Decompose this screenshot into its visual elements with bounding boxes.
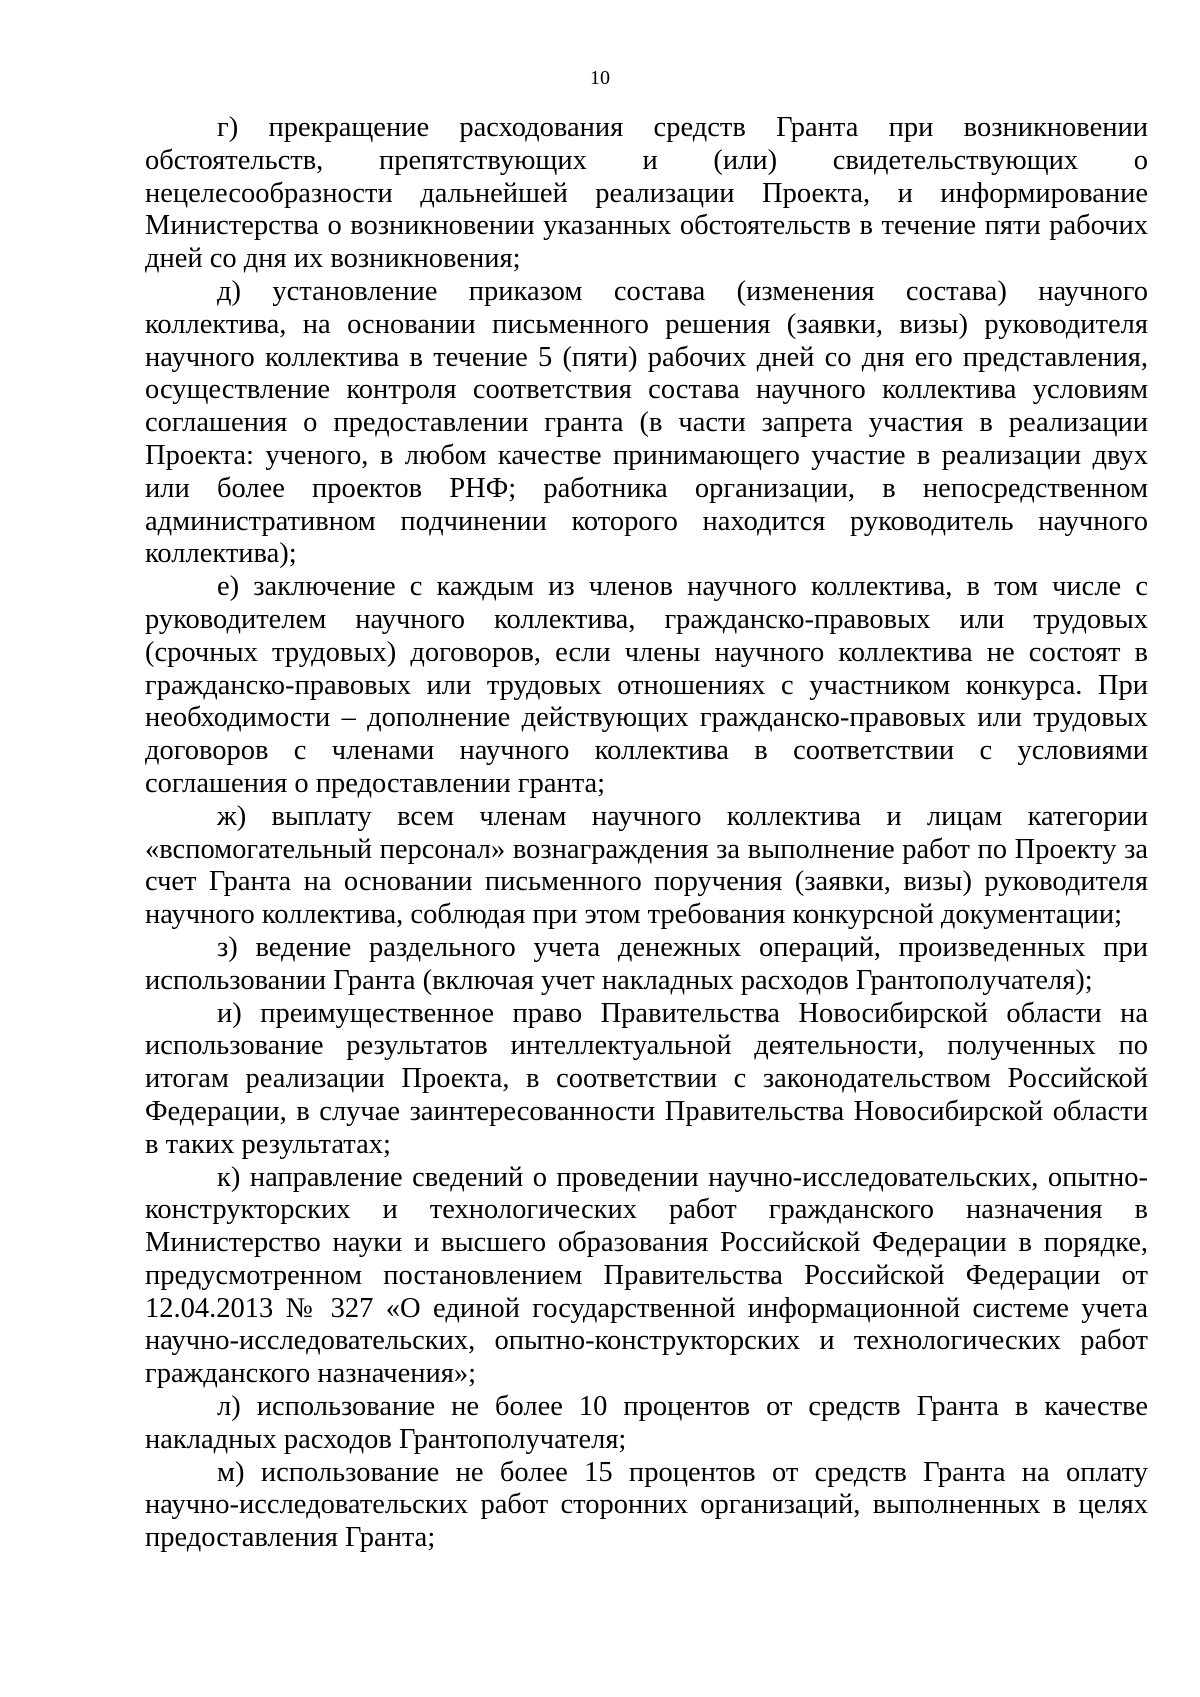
paragraph-z: з) ведение раздельного учета денежных операций, произведенных при использовании Гранта (включая учет накладных расходов Грантополучателя); bbox=[145, 931, 1148, 996]
paragraph-i: и) преимущественное право Правительства Новосибирской области на использование результатов интеллектуальной деятельности, полученных по итогам реализации Проекта, в соответствии с законодательством Российской Федерации, в случае заинтересованности Правительства Новосибирской области в таких результатах; bbox=[145, 997, 1148, 1160]
paragraph-m: м) использование не более 15 процентов от средств Гранта на оплату научно-исследовательских работ сторонних организаций, выполненных в целях предоставления Гранта; bbox=[145, 1456, 1148, 1554]
paragraph-d: д) установление приказом состава (изменения состава) научного коллектива, на основании письменного решения (заявки, визы) руководителя научного коллектива в течение 5 (пяти) рабочих дней со дня его представления, осуществление контроля соответствия состава научного коллектива условиям соглашения о предоставлении гранта (в части запрета участия в реализации Проекта: ученого, в любом качестве принимающего участие в реализации двух или более проектов РНФ; работника организации, в непосредственном административном подчинении которого находится руководитель научного коллектива); bbox=[145, 275, 1148, 570]
paragraph-zh: ж) выплату всем членам научного коллектива и лицам категории «вспомогательный персонал» вознаграждения за выполнение работ по Проекту за счет Гранта на основании письменного поручения (заявки, визы) руководителя научного коллектива, соблюдая при этом требования конкурсной документации; bbox=[145, 800, 1148, 931]
page-number: 10 bbox=[590, 67, 610, 89]
paragraph-g: г) прекращение расходования средств Гранта при возникновении обстоятельств, препятствующих и (или) свидетельствующих о нецелесообразности дальнейшей реализации Проекта, и информирование Министерства о возникновении указанных обстоятельств в течение пяти рабочих дней со дня их возникновения; bbox=[145, 112, 1148, 275]
paragraph-e: е) заключение с каждым из членов научного коллектива, в том числе с руководителем научного коллектива, гражданско-правовых или трудовых (срочных трудовых) договоров, если члены научного коллектива не состоят в гражданско-правовых или трудовых отношениях с участником конкурса. При необходимости – дополнение действующих гражданско-правовых или трудовых договоров с членами научного коллектива в соответствии с условиями соглашения о предоставлении гранта; bbox=[145, 571, 1148, 799]
paragraph-k: к) направление сведений о проведении научно-исследовательских, опытно-конструкторских и технологических работ гражданского назначения в Министерство науки и высшего образования Российской Федерации в порядке, предусмотренном постановлением Правительства Российской Федерации от 12.04.2013 № 327 «О единой государственной информационной системе учета научно-исследовательских, опытно-конструкторских и технологических работ гражданского назначения»; bbox=[145, 1161, 1148, 1390]
paragraph-l: л) использование не более 10 процентов от средств Гранта в качестве накладных расходов Грантополучателя; bbox=[145, 1391, 1148, 1455]
document-body bbox=[145, 112, 1148, 1555]
